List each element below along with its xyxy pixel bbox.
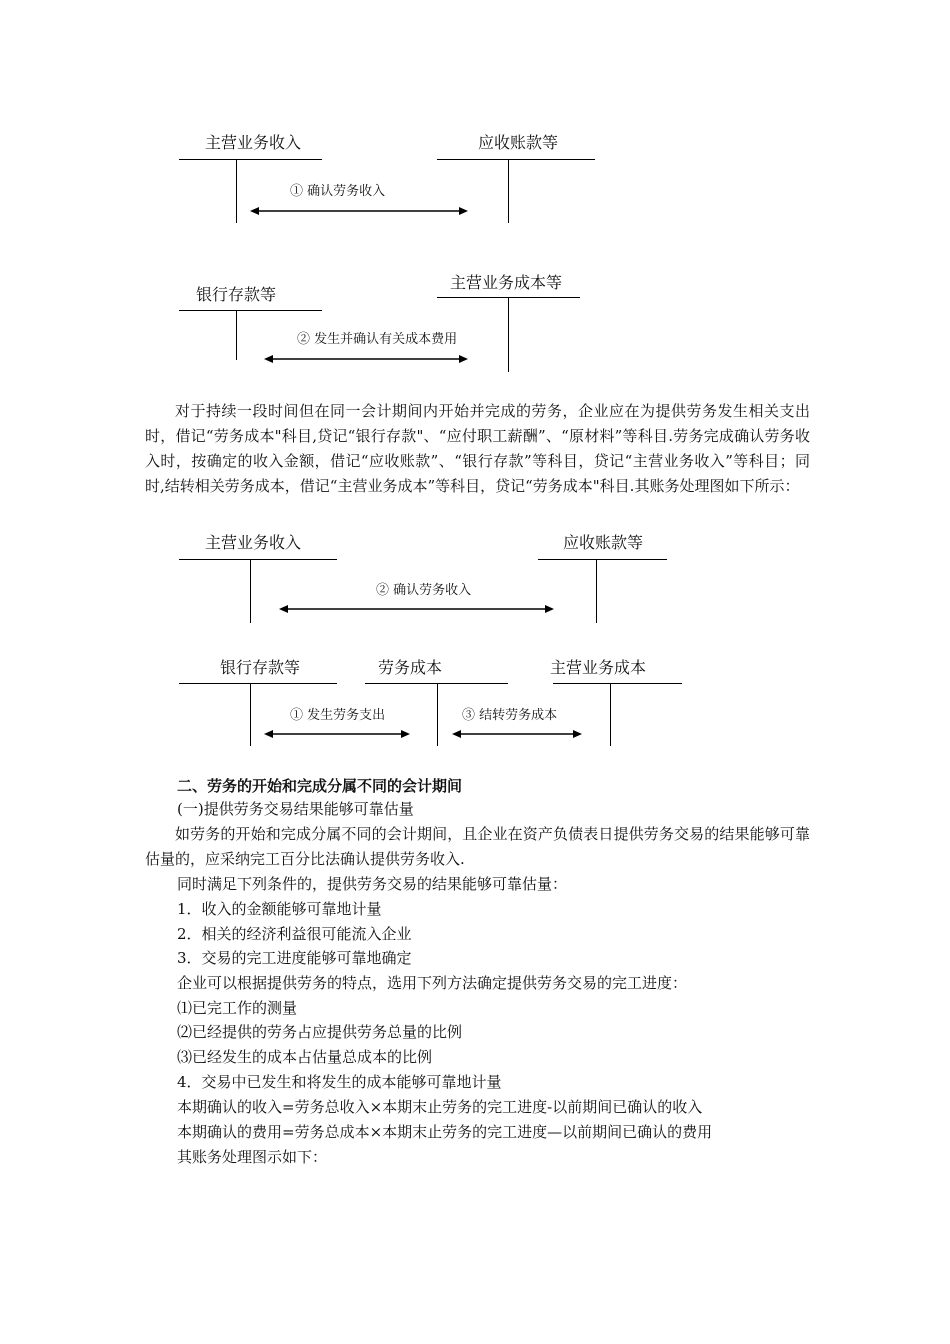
t-account-divider <box>610 684 611 746</box>
formula-revenue: 本期确认的收入=劳务总收入×本期末止劳务的完工进度-以前期间已确认的收入 <box>177 1098 703 1116</box>
t-account-divider <box>236 311 237 360</box>
arrow-label: ③ 结转劳务成本 <box>462 708 558 723</box>
arrow-label: ① 发生劳务支出 <box>290 708 386 723</box>
list-item: 3．交易的完工进度能够可靠地确定 <box>177 949 412 967</box>
account-receivables: 应收账款等 <box>478 133 559 152</box>
text-line: 其账务处理图示如下： <box>177 1148 328 1166</box>
list-item: 4．交易中已发生和将发生的成本能够可靠地计量 <box>177 1073 502 1091</box>
t-account-top-line <box>179 559 337 560</box>
account-main-business-revenue: 主营业务收入 <box>205 133 302 152</box>
list-item: ⑴已完工作的测量 <box>177 999 298 1017</box>
t-account-top-line <box>538 559 667 560</box>
account-main-business-cost: 主营业务成本 <box>550 658 647 677</box>
t-account-divider <box>250 560 251 623</box>
t-account-top-line <box>179 159 322 160</box>
t-account-top-line <box>553 683 682 684</box>
list-item: ⑶已经发生的成本占估量总成本的比例 <box>177 1048 433 1066</box>
t-account-top-line <box>179 683 337 684</box>
account-receivables: 应收账款等 <box>563 533 644 552</box>
arrow-label: ② 发生并确认有关成本费用 <box>297 332 458 347</box>
t-account-divider <box>508 160 509 223</box>
account-main-business-cost: 主营业务成本等 <box>450 273 563 292</box>
list-item: 2．相关的经济利益很可能流入企业 <box>177 925 412 943</box>
list-item: 1．收入的金额能够可靠地计量 <box>177 900 382 918</box>
t-account-divider <box>250 684 251 746</box>
arrow-label: ② 确认劳务收入 <box>376 583 472 598</box>
account-bank-deposit: 银行存款等 <box>220 658 301 677</box>
section-subheading: (一)提供劳务交易结果能够可靠估量 <box>177 800 414 818</box>
paragraph-percentage-of-completion: 如劳务的开始和完成分属不同的会计期间，且企业在资产负债表日提供劳务交易的结果能够可靠估量的，应采纳完工百分比法确认提供劳务收入. <box>145 825 810 868</box>
account-service-cost: 劳务成本 <box>378 658 443 677</box>
arrow-label: ① 确认劳务收入 <box>290 184 386 199</box>
account-bank-deposit: 银行存款等 <box>196 285 277 304</box>
t-account-top-line <box>437 159 595 160</box>
t-account-top-line <box>179 310 322 311</box>
t-account-divider <box>508 298 509 372</box>
text-line: 企业可以根据提供劳务的特点，选用下列方法确定提供劳务交易的完工进度： <box>177 974 688 992</box>
double-arrow-icon <box>264 352 468 366</box>
section-heading: 二、劳务的开始和完成分属不同的会计期间 <box>177 777 463 795</box>
text-line: 同时满足下列条件的，提供劳务交易的结果能够可靠估量： <box>177 875 568 893</box>
t-account-divider <box>596 560 597 623</box>
double-arrow-icon <box>250 204 468 218</box>
account-main-business-revenue: 主营业务收入 <box>205 533 302 552</box>
t-account-divider <box>236 160 237 223</box>
paragraph-single-period-service: 对于持续一段时间但在同一会计期间内开始并完成的劳务，企业应在为提供劳务发生相关支出时，借记“劳务成本"科目,贷记“银行存款"、“应付职工薪酬”、“原材料”等科目.劳务完成确认劳务收入时，按确定的收入金额，借记“应收账款”、“银行存款”等科目，贷记“主营业务收入”等科目；同时,结转相关劳务成本，借记“主营业务成本”等科目，贷记“劳务成本"科目.其账务处理图如下所示： <box>145 402 810 495</box>
double-arrow-icon <box>279 602 554 616</box>
list-item: ⑵已经提供的劳务占应提供劳务总量的比例 <box>177 1023 463 1041</box>
formula-expense: 本期确认的费用=劳务总成本×本期末止劳务的完工进度—以前期间已确认的费用 <box>177 1123 713 1141</box>
double-arrow-icon <box>452 727 582 741</box>
t-account-divider <box>437 684 438 746</box>
double-arrow-icon <box>264 727 410 741</box>
